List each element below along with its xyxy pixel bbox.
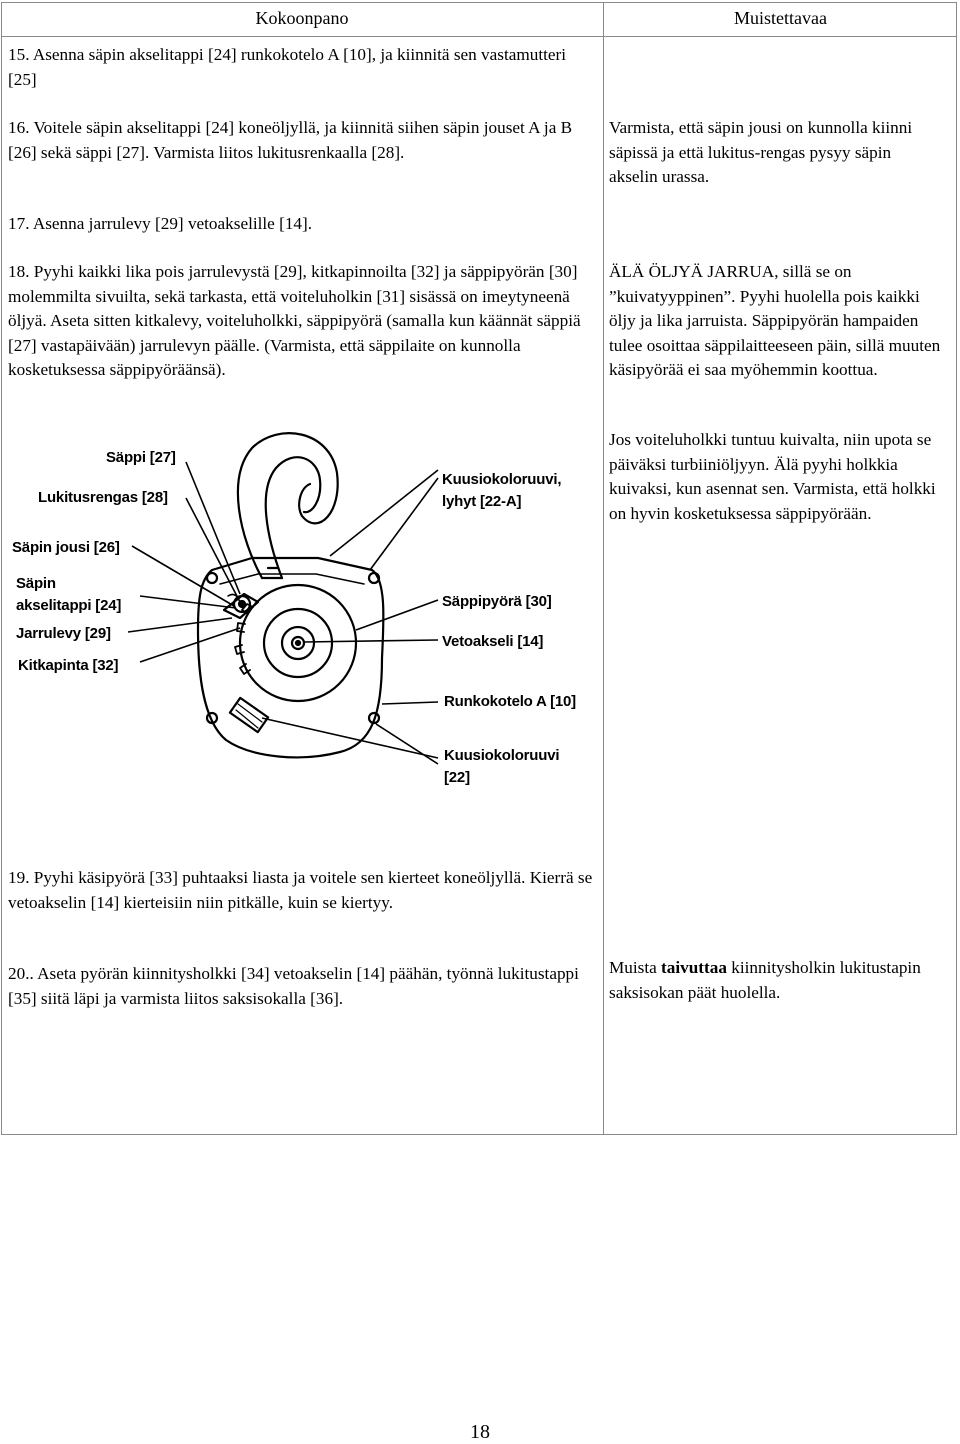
- label-pawl-axle-2: akselitappi [24]: [16, 597, 122, 614]
- header-assembly: Kokoonpano: [255, 8, 349, 28]
- step-18: 18. Pyyhi kaikki lika pois jarrulevystä [29], kitkapinnoilta [32] ja säppipyörän [30] molemmilta sivuilta, sekä tarkasta, että voiteluholkin [31] sisässä on imeytyneenä öljyä. Aseta sitten kitkalevy, voiteluholkki, säppipyörä (samalla kun käännät säppiä [27] vastapäivään) jarrulevyn päälle. (Varmista, että säppilaite on kunnolla kosketuksessa säppipyöräänsä).: [8, 262, 581, 379]
- step-19: 19. Pyyhi käsipyörä [33] puhtaaksi liasta ja voitele sen kierteet koneöljyllä. Kierrä se vetoakselin [14] kierteisiin niin pitkälle, kuin se kiertyy.: [8, 868, 593, 912]
- note-cotter-pin: [609, 956, 949, 1005]
- pawl-drawing: [224, 594, 258, 618]
- brake-assembly-diagram: [0, 418, 600, 828]
- step-15: 15. Asenna säpin akselitappi [24] runkokotelo A [10], ja kiinnitä sen vastamutteri [25]: [8, 45, 567, 89]
- step-16: 16. Voitele säpin akselitappi [24] koneöljyllä, ja kiinnitä siihen säpin jouset A ja B [26] sekä säppi [27]. Varmista liitos lukitusrenkaalla [28].: [8, 118, 573, 162]
- header-divider: [1, 36, 957, 37]
- label-lock-ring: Lukitusrengas [28]: [38, 489, 168, 506]
- label-housing: Runkokotelo A [10]: [444, 693, 576, 710]
- label-short-screw-2: lyhyt [22-A]: [442, 493, 522, 510]
- note-spring: Varmista, että säpin jousi on kunnolla kiinni säpissä ja että lukitus-rengas pysyy säpin akselin urassa.: [609, 118, 913, 186]
- label-short-screw-1: Kuusiokoloruuvi,: [442, 471, 562, 488]
- label-screw-2: [22]: [444, 769, 470, 786]
- label-pawl: Säppi [27]: [106, 449, 176, 466]
- note-cotter-pin-start: Muista: [609, 958, 662, 977]
- header-notes: Muistettavaa: [734, 8, 827, 28]
- label-ratchet-wheel: Säppipyörä [30]: [442, 593, 552, 610]
- note-cotter-pin-end: kiinnitysholkin lukitustapin saksisokan päät huolella.: [609, 958, 921, 1002]
- housing-hole: [207, 573, 217, 583]
- note-bushing: Jos voiteluholkki tuntuu kuivalta, niin upota se päiväksi turbiiniöljyyn. Älä pyyhi holkkia kuivaksi, kun asennat sen. Varmista, että holkki on hyvin kosketuksessa säppipyörään.: [609, 430, 936, 523]
- ratchet-wheel-drawing: [235, 585, 356, 701]
- column-divider: [603, 2, 604, 1135]
- label-friction-surface: Kitkapinta [32]: [18, 657, 119, 674]
- note-cotter-pin-emphasis: taivuttaa: [661, 958, 727, 977]
- step-17: 17. Asenna jarrulevy [29] vetoakselille [14].: [8, 214, 313, 233]
- label-pawl-axle-1: Säpin: [16, 575, 56, 592]
- page-number: 18: [470, 1421, 490, 1443]
- label-screw-1: Kuusiokoloruuvi: [444, 747, 560, 764]
- bolt-drawing: [230, 698, 268, 732]
- label-pawl-spring: Säpin jousi [26]: [12, 539, 120, 556]
- note-no-oil: ÄLÄ ÖLJYÄ JARRUA, sillä se on ”kuivatyyppinen”. Pyyhi huolella pois kaikki öljy ja lika jarruista. Säppipyörän hampaiden tulee osoittaa säppilaitteeseen päin, sillä muuten käsipyörää ei saa myöhemmin koottua.: [609, 262, 941, 379]
- step-20: 20.. Aseta pyörän kiinnitysholkki [34] vetoakselin [14] päähän, työnnä lukitustappi [35] siitä läpi ja varmista liitos saksisokalla [36].: [8, 964, 579, 1008]
- hook-drawing: [238, 433, 338, 578]
- label-brake-disc: Jarrulevy [29]: [16, 625, 111, 642]
- label-drive-shaft: Vetoakseli [14]: [442, 633, 544, 650]
